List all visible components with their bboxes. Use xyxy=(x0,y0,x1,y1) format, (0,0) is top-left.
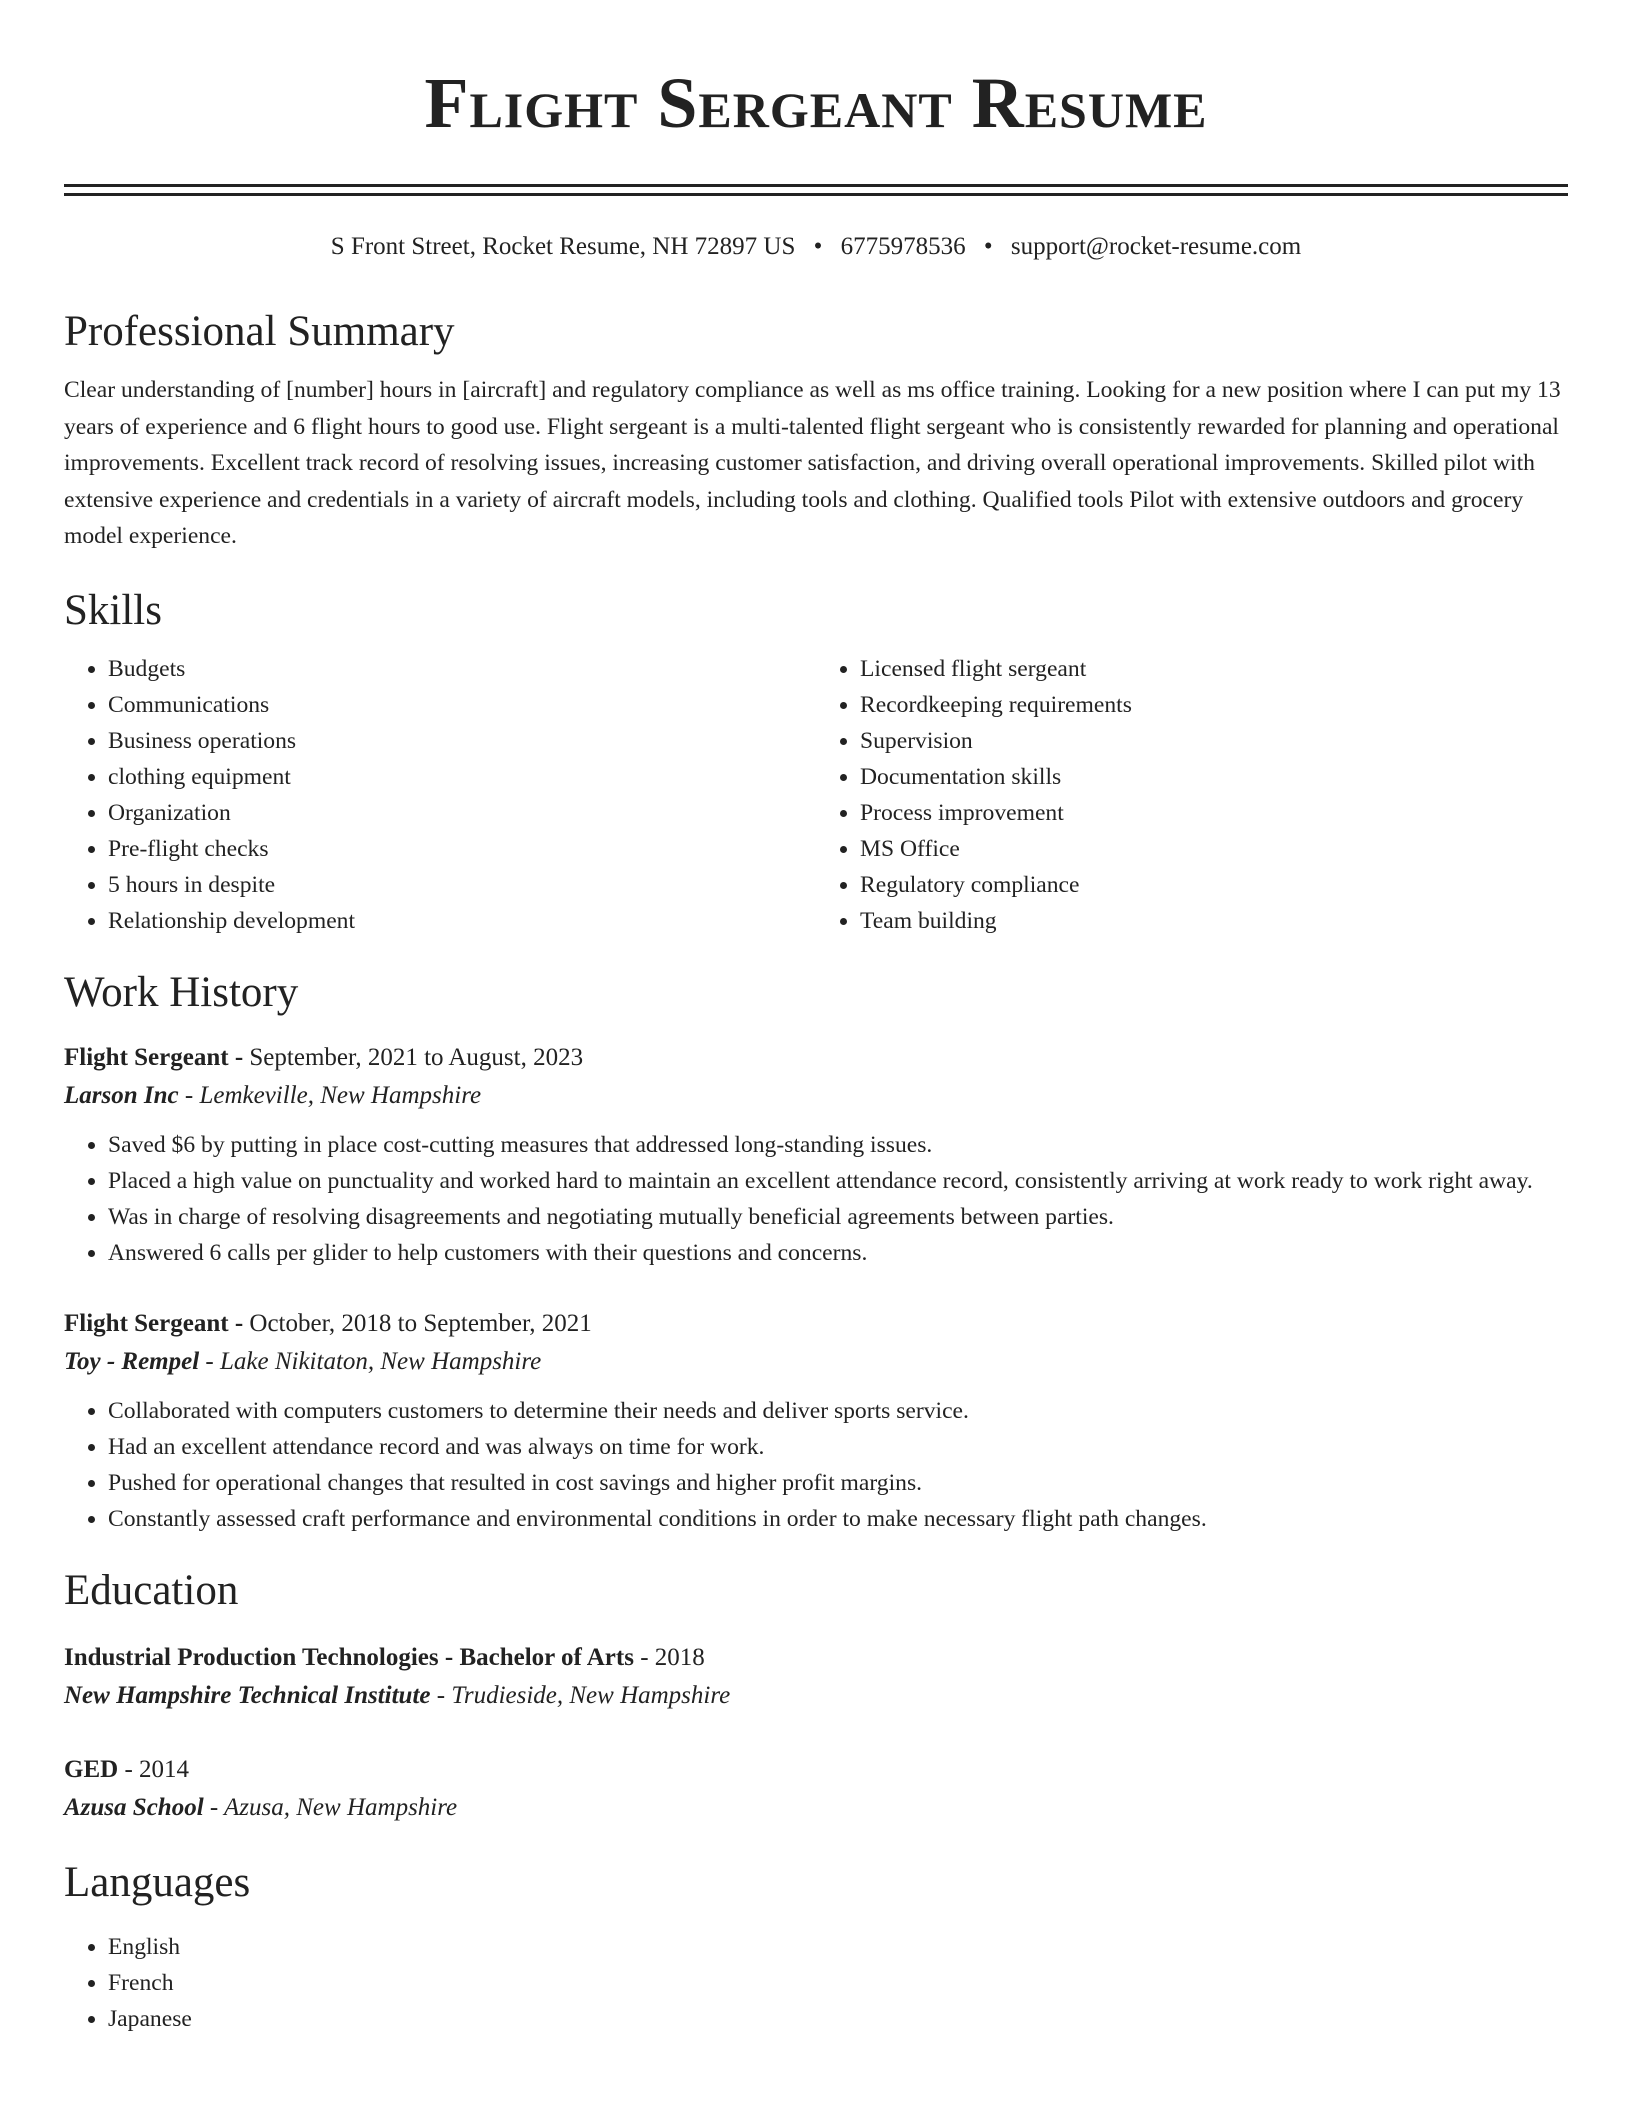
responsibility-item: • Placed a high value on punctuality and worked hard to maintain an excellent attendance record, consistently arriving at work ready to work right away. xyxy=(108,1163,1568,1199)
skills-heading: Skills xyxy=(64,586,162,634)
contact-line xyxy=(64,230,1568,264)
school-dash: - xyxy=(436,1681,446,1709)
contact-separator: • xyxy=(813,233,823,260)
school-location: Azusa, New Hampshire xyxy=(224,1793,458,1821)
degree-name: GED xyxy=(64,1755,119,1783)
job-responsibilities xyxy=(64,1127,1568,1271)
degree-dash: - xyxy=(124,1755,133,1783)
title-divider-top xyxy=(64,184,1568,187)
skill-item: • MS Office xyxy=(860,831,1568,867)
employer-location: Lake Nikitaton, New Hampshire xyxy=(219,1347,542,1375)
job-dash: - xyxy=(234,1043,244,1071)
skill-item: • clothing equipment xyxy=(108,759,816,795)
contact-separator: • xyxy=(983,233,993,260)
school-dash: - xyxy=(209,1793,219,1821)
skill-item: • Communications xyxy=(108,687,816,723)
employer-dash: - xyxy=(184,1081,194,1109)
job-title: Flight Sergeant xyxy=(64,1043,229,1071)
job-dates: October, 2018 to September, 2021 xyxy=(249,1309,592,1337)
language-item: • English xyxy=(108,1929,1568,1965)
skill-item: • Organization xyxy=(108,795,816,831)
job-title-line xyxy=(64,1305,1568,1343)
job-responsibilities xyxy=(64,1393,1568,1537)
responsibility-item: • Pushed for operational changes that resulted in cost savings and higher profit margins. xyxy=(108,1465,1568,1501)
work-history-heading: Work History xyxy=(64,968,299,1016)
summary-heading: Professional Summary xyxy=(64,308,455,355)
skills-list-right xyxy=(816,651,1568,939)
resume-title: Flight Sergeant Resume xyxy=(424,63,1208,143)
skill-item: • Budgets xyxy=(108,651,816,687)
skill-item: • Process improvement xyxy=(860,795,1568,831)
degree-line xyxy=(64,1639,1568,1677)
school-name: Azusa School xyxy=(64,1793,204,1821)
job-dash: - xyxy=(234,1309,244,1337)
employer-name: Toy - Rempel xyxy=(64,1347,200,1375)
skill-item: • Regulatory compliance xyxy=(860,867,1568,903)
summary-section xyxy=(64,304,1568,555)
skill-item: • Documentation skills xyxy=(860,759,1568,795)
language-item: • Japanese xyxy=(108,2001,1568,2037)
responsibility-item: • Constantly assessed craft performance and environmental conditions in order to make necessary flight path changes. xyxy=(108,1501,1568,1537)
skill-item: • Recordkeeping requirements xyxy=(860,687,1568,723)
degree-line xyxy=(64,1751,1568,1789)
responsibility-item: • Collaborated with computers customers to determine their needs and deliver sports service. xyxy=(108,1393,1568,1429)
degree-dash: - xyxy=(640,1643,649,1671)
job-entry xyxy=(64,1305,1568,1537)
employer-line xyxy=(64,1343,1568,1381)
skill-item: • 5 hours in despite xyxy=(108,867,816,903)
employer-location: Lemkeville, New Hampshire xyxy=(199,1081,482,1109)
school-line xyxy=(64,1789,1568,1827)
skill-item: • Licensed flight sergeant xyxy=(860,651,1568,687)
degree-year: 2014 xyxy=(139,1755,190,1783)
skill-item: • Business operations xyxy=(108,723,816,759)
job-title: Flight Sergeant xyxy=(64,1309,229,1337)
job-entry xyxy=(64,1039,1568,1271)
responsibility-item: • Was in charge of resolving disagreements and negotiating mutually beneficial agreements between parties. xyxy=(108,1199,1568,1235)
degree-year: 2018 xyxy=(654,1643,705,1671)
contact-email: support@rocket-resume.com xyxy=(1010,233,1302,260)
skills-list-left xyxy=(64,651,816,939)
title-divider-bottom xyxy=(64,193,1568,196)
job-title-line xyxy=(64,1039,1568,1077)
contact-phone: 6775978536 xyxy=(840,233,966,260)
education-section xyxy=(64,1563,1568,1827)
responsibility-item: • Saved $6 by putting in place cost-cutting measures that addressed long-standing issues. xyxy=(108,1127,1568,1163)
employer-dash: - xyxy=(205,1347,214,1375)
education-entry xyxy=(64,1639,1568,1715)
skills-columns xyxy=(64,651,1568,939)
skill-item: • Pre-flight checks xyxy=(108,831,816,867)
languages-heading: Languages xyxy=(64,1858,251,1906)
contact-address: S Front Street, Rocket Resume, NH 72897 US xyxy=(330,233,796,260)
responsibility-item: • Had an excellent attendance record and was always on time for work. xyxy=(108,1429,1568,1465)
skill-item: • Supervision xyxy=(860,723,1568,759)
school-location: Trudieside, New Hampshire xyxy=(451,1681,731,1709)
skill-item: • Team building xyxy=(860,903,1568,939)
job-dates: September, 2021 to August, 2023 xyxy=(249,1043,584,1071)
skills-section xyxy=(64,583,1568,939)
languages-section xyxy=(64,1855,1568,2037)
employer-name: Larson Inc xyxy=(64,1081,179,1109)
education-heading: Education xyxy=(64,1566,239,1614)
employer-line xyxy=(64,1077,1568,1115)
language-item: • French xyxy=(108,1965,1568,2001)
summary-text: Clear understanding of [number] hours in [aircraft] and regulatory compliance as well as ms office training. Looking for a new position where I can put my 13 years of experience and 6 flight hours to good use. Flight sergeant is a multi-talented flight sergeant who is consistently rewarded for planning and operational improvements. Excellent track record of resolving issues, increasing customer satisfaction, and driving overall operational improvements. Skilled pilot with extensive experience and credentials in a variety of aircraft models, including tools and clothing. Qualified tools Pilot with extensive outdoors and grocery model experience. xyxy=(64,377,1561,549)
school-line xyxy=(64,1677,1568,1715)
degree-name: Industrial Production Technologies - Bachelor of Arts xyxy=(64,1643,634,1671)
languages-list xyxy=(64,1929,1568,2037)
education-entry xyxy=(64,1751,1568,1827)
responsibility-item: • Answered 6 calls per glider to help customers with their questions and concerns. xyxy=(108,1235,1568,1271)
skill-item: • Relationship development xyxy=(108,903,816,939)
work-history-section xyxy=(64,965,1568,1537)
school-name: New Hampshire Technical Institute xyxy=(64,1681,431,1709)
